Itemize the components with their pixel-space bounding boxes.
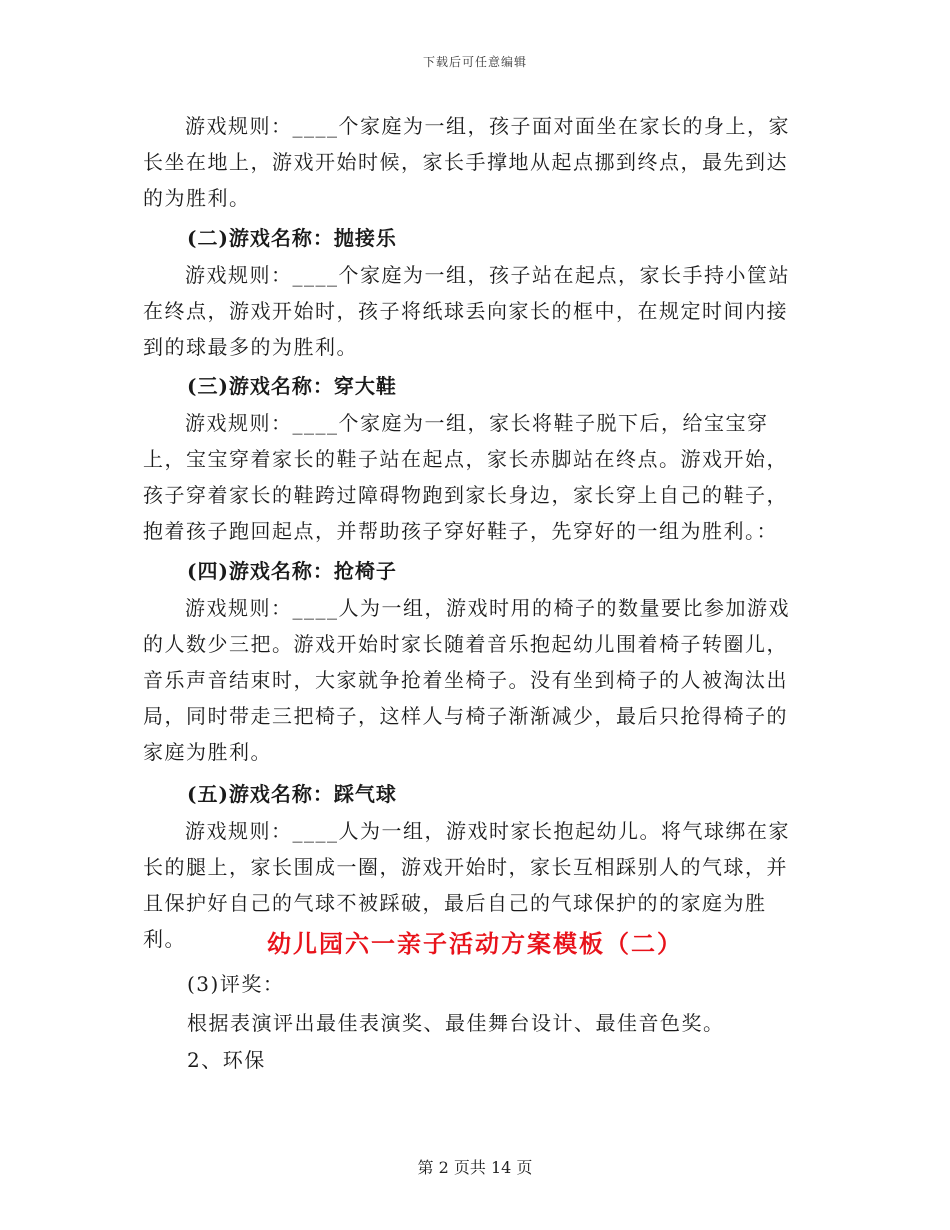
paragraph-rules-1: 游戏规则：____个家庭为一组，孩子面对面坐在家长的身上，家长坐在地上，游戏开始时候，家长手撑地从起点挪到终点，最先到达的为胜利。 xyxy=(143,114,790,210)
page-header: 下载后可任意编辑 xyxy=(422,55,527,69)
heading-game-5: (五)游戏名称：踩气球 xyxy=(187,782,397,806)
page-footer: 第 2 页共 14 页 xyxy=(417,1158,533,1177)
heading-game-2: (二)游戏名称：抛接乐 xyxy=(187,226,397,250)
paragraph-rules-4: 游戏规则：____人为一组，游戏时用的椅子的数量要比参加游戏的人数少三把。游戏开始时家长随着音乐抱起幼儿围着椅子转圈儿，音乐声音结束时，大家就争抢着坐椅子。没有坐到椅子的人被淘汰出局，同时带走三把椅子，这样人与椅子渐渐减少，最后只抢得椅子的家庭为胜利。 xyxy=(143,596,790,764)
paragraph-rules-3: 游戏规则：____个家庭为一组，家长将鞋子脱下后，给宝宝穿上，宝宝穿着家长的鞋子站在起点，家长赤脚站在终点。游戏开始，孩子穿着家长的鞋跨过障碍物跑到家长身边，家长穿上自己的鞋子，抱着孩子跑回起点，并帮助孩子穿好鞋子，先穿好的一组为胜利。： xyxy=(143,411,788,543)
award-label: (3)评奖： xyxy=(187,972,285,996)
paragraph-rules-2: 游戏规则：____个家庭为一组，孩子站在起点，家长手持小筐站在终点，游戏开始时，孩子将纸球丢向家长的框中，在规定时间内接到的球最多的为胜利。 xyxy=(143,263,790,359)
heading-game-3: (三)游戏名称：穿大鞋 xyxy=(187,374,397,398)
heading-game-4: (四)游戏名称：抢椅子 xyxy=(187,559,397,583)
award-text: 根据表演评出最佳表演奖、最佳舞台设计、最佳音色奖。 xyxy=(187,1011,725,1035)
section-title: 幼儿园六一亲子活动方案模板（二） xyxy=(267,929,683,958)
paragraph-rules-5: 游戏规则：____人为一组，游戏时家长抱起幼儿。将气球绑在家长的腿上，家长围成一圈，游戏开始时，家长互相踩别人的气球，并且保护好自己的气球不被踩破，最后自己的气球保护的的家庭为胜利。 xyxy=(143,819,790,951)
item-environment: 2、环保 xyxy=(187,1048,266,1072)
